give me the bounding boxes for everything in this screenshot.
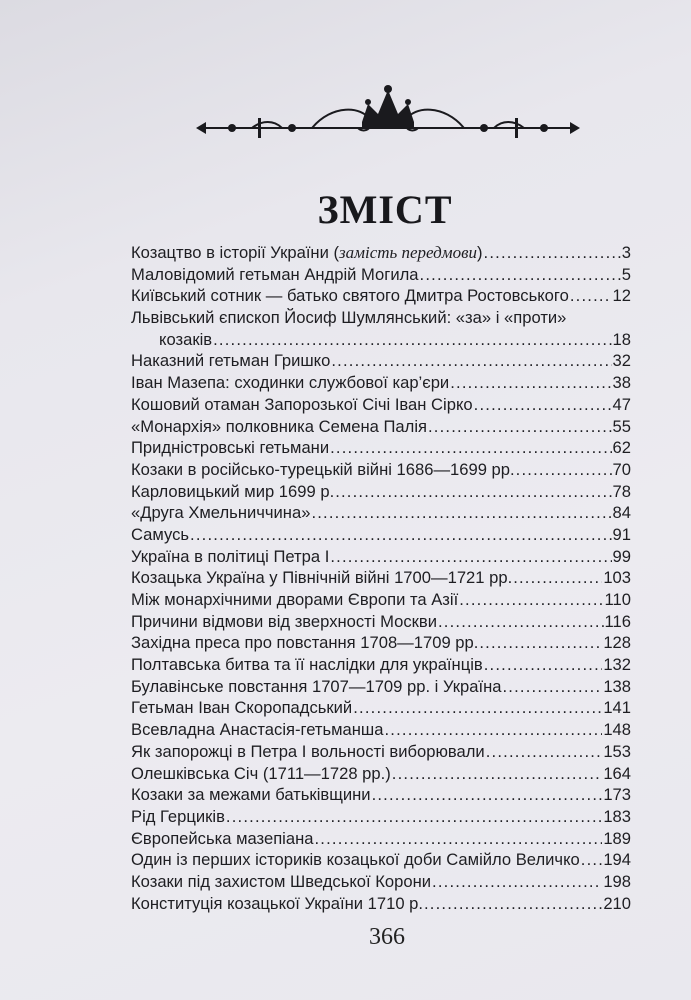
dot-leader	[513, 567, 602, 589]
page-ref: 110	[604, 590, 631, 609]
dot-leader	[353, 697, 602, 719]
dot-leader	[581, 849, 603, 871]
entry-text: Наказний гетьман Гришко	[131, 351, 331, 371]
toc-entry	[131, 459, 631, 481]
entry-text: Кошовий отаман Запорозької Січі Іван Сірко	[131, 394, 473, 414]
toc-entry-title	[131, 611, 437, 633]
toc-entry-title	[131, 242, 483, 264]
toc-entry	[131, 697, 631, 719]
table-of-contents	[131, 242, 631, 914]
dot-leader	[450, 372, 611, 394]
dot-leader	[331, 350, 611, 372]
page-ref: 70	[612, 459, 631, 479]
toc-entry	[131, 481, 631, 503]
entry-text: Придністровські гетьмани	[131, 438, 330, 458]
entry-text: Маловідомий гетьман Андрій Могила	[131, 264, 419, 284]
toc-entry	[131, 871, 631, 893]
entry-text: Один із перших істориків козацької доби Самійло Величко	[131, 850, 580, 870]
dot-leader	[459, 589, 603, 611]
entry-text: Козаки під захистом Шведської Корони	[131, 871, 432, 891]
entry-text: Козацька Україна у Північній війні 1700—1721 рр.	[131, 568, 513, 588]
page-ref: 18	[612, 329, 631, 349]
dot-leader	[311, 502, 611, 524]
toc-entry-title	[131, 264, 419, 286]
dot-leader	[570, 285, 612, 307]
page-ref: 153	[603, 741, 631, 761]
dot-leader	[479, 632, 602, 654]
toc-entry	[131, 437, 631, 459]
page-ref: 132	[603, 655, 631, 675]
dot-leader	[484, 242, 621, 264]
entry-text: Карловицький мир 1699 р.	[131, 481, 335, 501]
entry-text: Конституція козацької України 1710 р.	[131, 893, 423, 913]
entry-text: Україна в політиці Петра І	[131, 546, 330, 566]
entry-text: «Друга Хмельниччина»	[131, 503, 311, 523]
toc-entry-title	[131, 589, 458, 611]
toc-entry-title	[131, 741, 485, 763]
page-ref: 116	[604, 611, 631, 631]
dot-leader	[484, 654, 603, 676]
page-ref: 173	[603, 785, 631, 805]
toc-entry	[131, 849, 631, 871]
entry-text: Олешківська Січ (1711—1728 рр.)	[131, 763, 391, 783]
toc-entry-title	[131, 632, 478, 654]
entry-text: козаків	[159, 329, 213, 349]
dot-leader	[392, 763, 603, 785]
toc-entry	[131, 285, 631, 307]
toc-entry	[131, 264, 631, 286]
toc-entry	[131, 719, 631, 741]
crown-ornament-icon	[192, 84, 584, 146]
dot-leader	[190, 524, 611, 546]
toc-entry-title	[131, 372, 449, 394]
toc-entry	[131, 784, 631, 806]
toc-entry	[131, 893, 631, 915]
toc-entry-title	[131, 806, 225, 828]
toc-entry	[131, 394, 631, 416]
entry-text: «Монархія» полковника Семена Палія	[131, 416, 427, 436]
toc-entry	[131, 350, 631, 372]
dot-leader	[384, 719, 602, 741]
page-ref: 210	[603, 893, 631, 913]
dot-leader	[424, 893, 602, 915]
toc-entry-title	[131, 828, 313, 850]
entry-text: Самусь	[131, 524, 190, 544]
toc-entry	[131, 524, 631, 546]
page-ref: 99	[612, 546, 631, 566]
toc-entry	[131, 589, 631, 611]
entry-text: Причини відмови від зверхності Москви	[131, 611, 437, 631]
page-ref: 189	[603, 828, 631, 848]
page-ref: 55	[612, 416, 631, 436]
dot-leader	[314, 828, 602, 850]
entry-text: Гетьман Іван Скоропадський	[131, 698, 353, 718]
entry-text: Іван Мазепа: сходинки службової кар’єри	[131, 373, 450, 393]
entry-text-suffix: )	[477, 243, 483, 262]
toc-entry-title	[131, 350, 330, 372]
page-number: 366	[369, 924, 405, 950]
page-ref: 12	[612, 286, 631, 306]
dot-leader	[474, 394, 612, 416]
entry-text: Львівський єпископ Йосиф Шумлянський: «за» і «проти»	[131, 308, 567, 328]
toc-entry	[131, 828, 631, 850]
dot-leader	[516, 459, 612, 481]
toc-entry	[131, 632, 631, 654]
toc-entry-title	[131, 849, 580, 871]
dot-leader	[438, 611, 604, 633]
toc-entry	[131, 676, 631, 698]
entry-text: Між монархічними дворами Європи та Азії	[131, 590, 459, 609]
toc-entry	[131, 307, 631, 329]
toc-entry-title	[131, 329, 212, 351]
toc-entry-title	[131, 394, 473, 416]
dot-leader	[486, 741, 603, 763]
toc-entry-title	[131, 524, 189, 546]
toc-entry-title	[131, 893, 423, 915]
toc-entry	[131, 741, 631, 763]
toc-entry	[131, 242, 631, 264]
page-title: ЗМІСТ	[317, 187, 453, 232]
toc-entry	[131, 611, 631, 633]
toc-entry	[131, 372, 631, 394]
dot-leader	[432, 871, 602, 893]
entry-text: Всевладна Анастасія-гетьманша	[131, 720, 384, 740]
dot-leader	[213, 329, 611, 351]
toc-entry-title	[131, 546, 329, 568]
toc-entry-title	[131, 784, 371, 806]
dot-leader	[428, 416, 612, 438]
toc-entry	[131, 546, 631, 568]
page-ref: 91	[612, 524, 631, 544]
page-ref: 198	[603, 871, 631, 891]
page-ref: 84	[612, 503, 631, 523]
toc-entry-title	[131, 763, 391, 785]
dot-leader	[330, 437, 611, 459]
page-ref: 141	[603, 698, 631, 718]
page-ref: 194	[603, 850, 631, 870]
toc-entry-title	[131, 416, 427, 438]
toc-entry	[131, 806, 631, 828]
dot-leader	[420, 264, 621, 286]
entry-text: Булавінське повстання 1707—1709 рр. і Україна	[131, 676, 502, 696]
toc-entry	[131, 416, 631, 438]
page-ref: 38	[612, 373, 631, 393]
dot-leader	[372, 784, 603, 806]
toc-entry-title	[131, 871, 431, 893]
toc-entry-title	[131, 567, 512, 589]
toc-entry-title	[131, 481, 334, 503]
page-ref: 164	[603, 763, 631, 783]
toc-entry	[131, 567, 631, 589]
toc-entry-title	[131, 676, 502, 698]
entry-text: Козаки в російсько-турецькій війні 1686—1699 рр.	[131, 459, 515, 479]
toc-entry	[131, 329, 631, 351]
page-ref: 62	[612, 438, 631, 458]
dot-leader	[330, 546, 611, 568]
toc-entry	[131, 502, 631, 524]
dot-leader	[226, 806, 602, 828]
page-ref: 47	[612, 394, 631, 414]
toc-entry-title	[131, 437, 329, 459]
toc-entry-title	[131, 654, 483, 676]
entry-text: Козацтво в історії України (	[131, 243, 339, 262]
toc-entry	[131, 654, 631, 676]
toc-entry-title	[131, 459, 515, 481]
entry-text: Європейська мазепіана	[131, 828, 314, 848]
toc-entry-title	[131, 697, 352, 719]
dot-leader	[335, 481, 611, 503]
page-ref: 78	[612, 481, 631, 501]
entry-text: Козаки за межами батьківщини	[131, 785, 371, 805]
toc-entry-title	[131, 502, 310, 524]
toc-entry	[131, 763, 631, 785]
page-ref: 128	[603, 633, 631, 653]
page-ref: 5	[621, 264, 631, 284]
toc-entry-title	[131, 285, 569, 307]
toc-entry-title	[131, 307, 566, 329]
entry-text: Рід Герциків	[131, 806, 225, 826]
page-ref: 32	[612, 351, 631, 371]
entry-italic-text: замість передмови	[339, 243, 478, 262]
entry-text: Київський сотник — батько святого Дмитра Ростовського	[131, 286, 569, 306]
page-ref: 148	[603, 720, 631, 740]
page-ref: 103	[603, 568, 631, 588]
dot-leader	[503, 676, 603, 698]
page-ref: 183	[603, 806, 631, 826]
toc-entry-title	[131, 719, 383, 741]
entry-text: Західна преса про повстання 1708—1709 рр.	[131, 633, 479, 653]
page-ref: 3	[621, 243, 631, 262]
entry-text: Полтавська битва та її наслідки для українців	[131, 655, 483, 675]
page-ref: 138	[603, 676, 631, 696]
entry-text: Як запорожці в Петра І вольності виборювали	[131, 741, 485, 761]
